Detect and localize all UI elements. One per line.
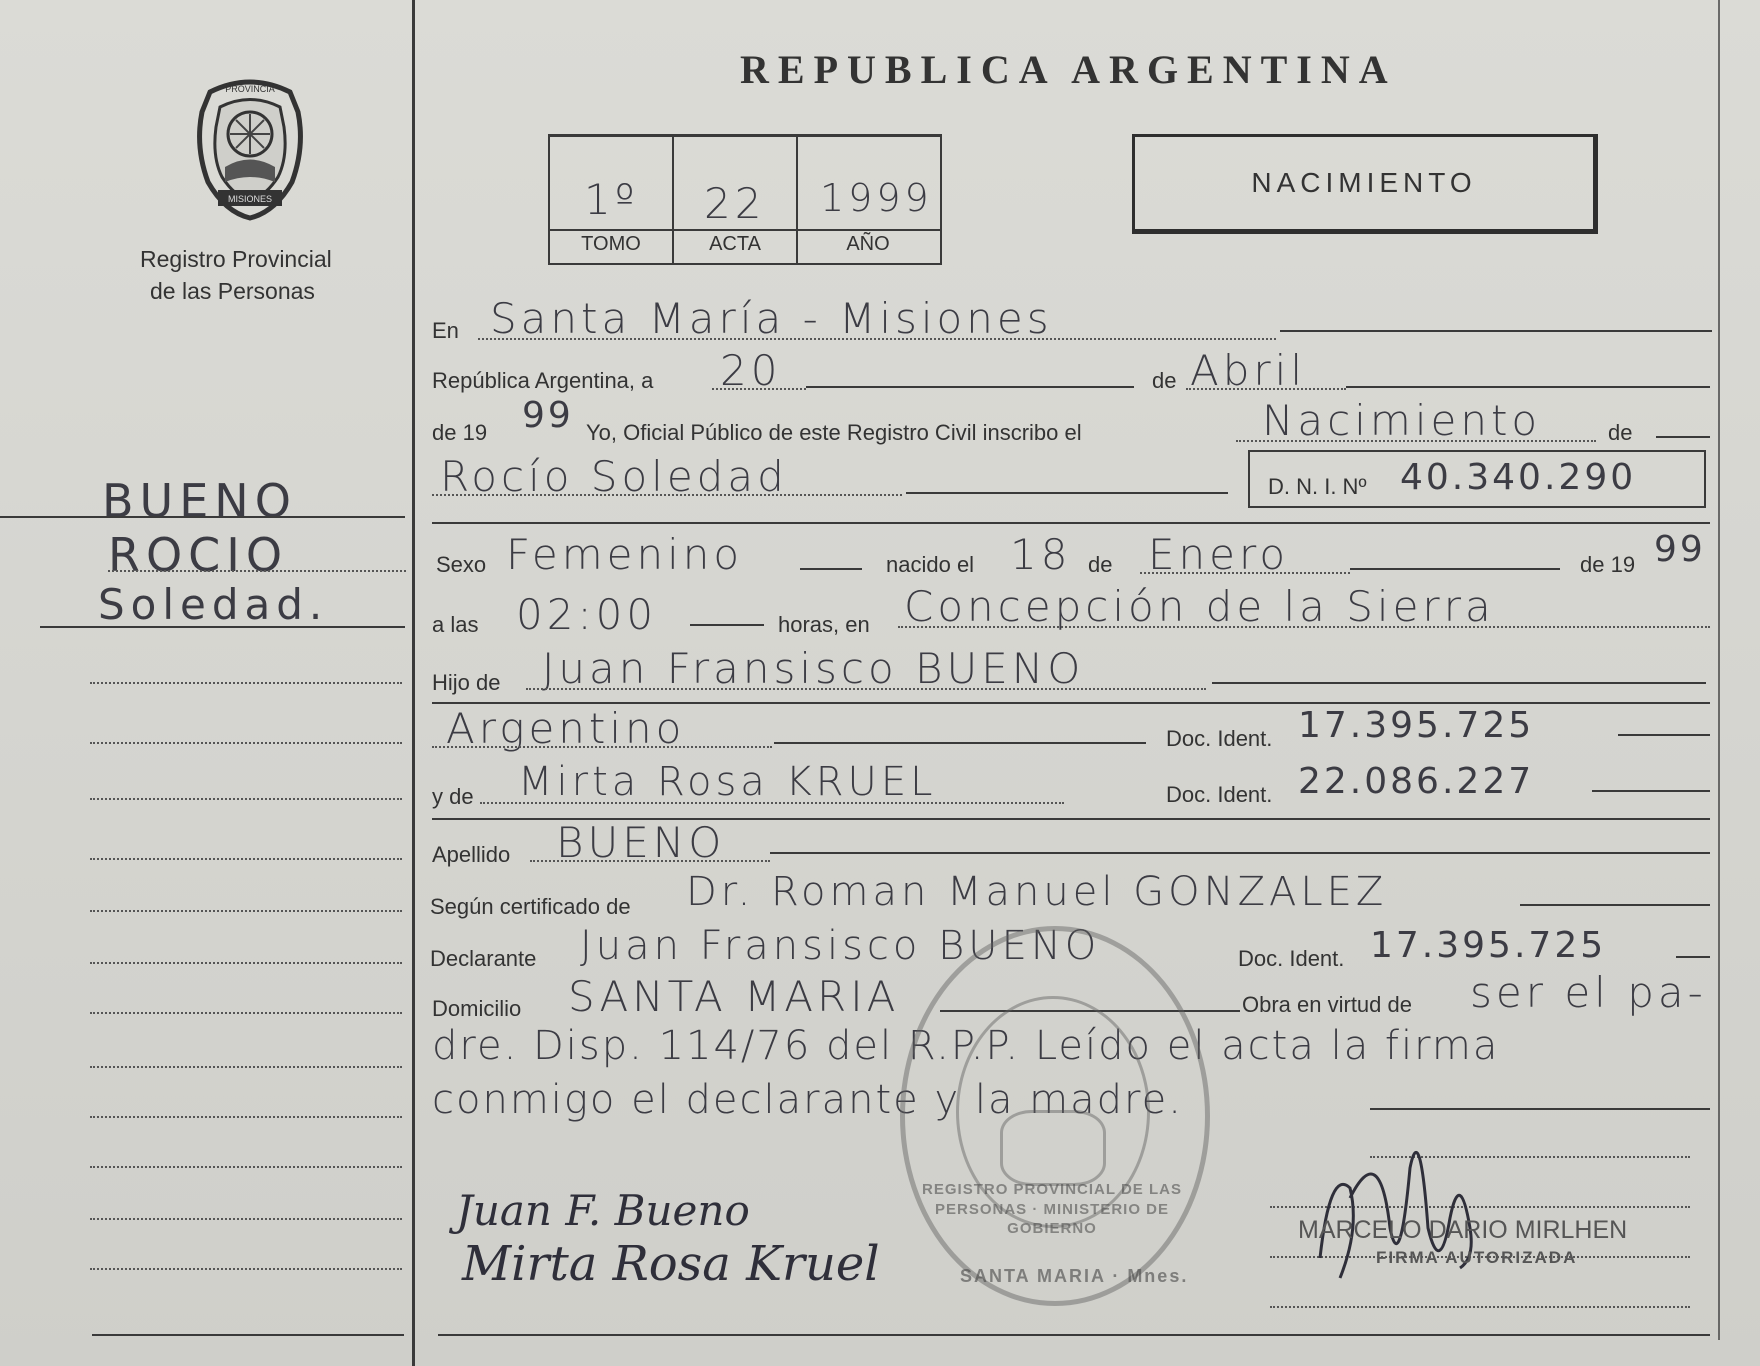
hour-value: 02:00 bbox=[516, 590, 658, 639]
stamp-bottom-text: SANTA MARIA · Mnes. bbox=[960, 1266, 1189, 1286]
birth-day-value: 18 bbox=[1010, 530, 1072, 579]
child-name-value: Rocío Soledad bbox=[440, 452, 788, 501]
de-label: de bbox=[1152, 368, 1177, 393]
tomo-label: TOMO bbox=[581, 233, 641, 255]
segun-label: Según certificado de bbox=[430, 894, 631, 919]
apellido-value: BUENO bbox=[556, 818, 726, 867]
registry-name-line1: Registro Provincial bbox=[140, 246, 332, 272]
dni-box bbox=[1248, 450, 1706, 508]
y-de-label: y de bbox=[432, 784, 474, 809]
nacido-label: nacido el bbox=[886, 552, 975, 577]
de-label-3: de bbox=[1088, 552, 1113, 577]
father-doc-label: Doc. Ident. bbox=[1166, 726, 1273, 751]
apellido-label: Apellido bbox=[432, 842, 511, 867]
year-prefix-label: de 19 bbox=[432, 420, 488, 445]
mother-signature: Mirta Rosa Kruel bbox=[462, 1236, 880, 1292]
declarant-signature: Juan F. Bueno bbox=[456, 1186, 750, 1235]
father-doc-value: 17.395.725 bbox=[1298, 705, 1535, 746]
stamp-ring-text: REGISTRO PROVINCIAL DE LAS PERSONAS · MINISTERIO DE GOBIERNO bbox=[922, 1181, 1182, 1237]
mother-doc-label: Doc. Ident. bbox=[1166, 782, 1273, 807]
father-value: Juan Fransisco BUENO bbox=[542, 644, 1085, 693]
margin-note-second-name: Soledad. bbox=[98, 580, 329, 629]
dni-value: 40.340.290 bbox=[1400, 457, 1637, 498]
page-title: REPUBLICA ARGENTINA bbox=[740, 47, 1397, 92]
act-type-box bbox=[1132, 134, 1598, 234]
record-number-box bbox=[548, 134, 942, 265]
birth-year-value: 99 bbox=[1654, 529, 1706, 570]
officer-title: FIRMA AUTORIZADA bbox=[1376, 1248, 1578, 1267]
act-type-label: NACIMIENTO bbox=[1251, 167, 1477, 198]
note-line-3: conmigo el declarante y la madre. bbox=[432, 1077, 1183, 1123]
year-value: 99 bbox=[522, 395, 574, 436]
en-label: En bbox=[432, 318, 459, 343]
right-border bbox=[1718, 0, 1720, 1340]
sexo-label: Sexo bbox=[436, 552, 487, 577]
inscribo-text: Yo, Oficial Público de este Registro Civil inscribo el bbox=[586, 420, 1082, 445]
birth-place-value: Concepción de la Sierra bbox=[904, 582, 1495, 631]
tomo-value: 1º bbox=[584, 175, 639, 224]
obra-value: ser el pa- bbox=[1470, 968, 1707, 1017]
declarante-doc-value: 17.395.725 bbox=[1370, 925, 1607, 966]
margin-note-first-name: ROCIO bbox=[108, 528, 289, 582]
place-value: Santa María - Misiones bbox=[490, 294, 1053, 343]
hijo-label: Hijo de bbox=[432, 670, 501, 695]
inscribo-value: Nacimiento bbox=[1262, 396, 1542, 445]
registry-name-line2: de las Personas bbox=[150, 278, 315, 304]
left-column-divider bbox=[412, 0, 415, 1366]
sexo-value: Femenino bbox=[506, 530, 744, 579]
horas-label: horas, en bbox=[778, 612, 870, 637]
day-value: 20 bbox=[720, 346, 782, 395]
provincial-coat-of-arms-icon bbox=[180, 72, 320, 222]
dni-label: D. N. I. Nº bbox=[1268, 474, 1367, 499]
mother-value: Mirta Rosa KRUEL bbox=[518, 759, 937, 805]
acta-label: ACTA bbox=[709, 233, 761, 255]
margin-note-surname: BUENO bbox=[102, 474, 297, 528]
acta-value: 22 bbox=[704, 179, 766, 228]
birth-month-value: Enero bbox=[1148, 530, 1290, 579]
certificado-value: Dr. Roman Manuel GONZALEZ bbox=[686, 869, 1388, 915]
note-line-2: dre. Disp. 114/76 del R.P.P. Leído el acta la firma bbox=[432, 1023, 1500, 1069]
ano-value: 1999 bbox=[820, 176, 933, 220]
month-value: Abril bbox=[1190, 346, 1306, 395]
ano-label: AÑO bbox=[846, 233, 890, 255]
emblem-top-text: PROVINCIA bbox=[225, 84, 275, 94]
declarante-doc-label: Doc. Ident. bbox=[1238, 946, 1345, 971]
mother-doc-value: 22.086.227 bbox=[1298, 761, 1535, 802]
domicilio-label: Domicilio bbox=[432, 996, 522, 1021]
declarante-label: Declarante bbox=[430, 946, 537, 971]
a-las-label: a las bbox=[432, 612, 479, 637]
emblem-bottom-text: MISIONES bbox=[227, 194, 273, 204]
obra-label: Obra en virtud de bbox=[1242, 992, 1412, 1017]
republica-label: República Argentina, a bbox=[432, 368, 654, 393]
de-label-2: de bbox=[1608, 420, 1633, 445]
father-nationality-value: Argentino bbox=[446, 704, 686, 753]
domicilio-value: SANTA MARIA bbox=[568, 972, 900, 1021]
declarante-value: Juan Fransisco BUENO bbox=[580, 923, 1101, 969]
officer-signature-icon bbox=[1310, 1108, 1490, 1308]
officer-name: MARCELO DARIO MIRLHEN bbox=[1298, 1216, 1628, 1244]
birth-year-prefix: de 19 bbox=[1580, 552, 1636, 577]
